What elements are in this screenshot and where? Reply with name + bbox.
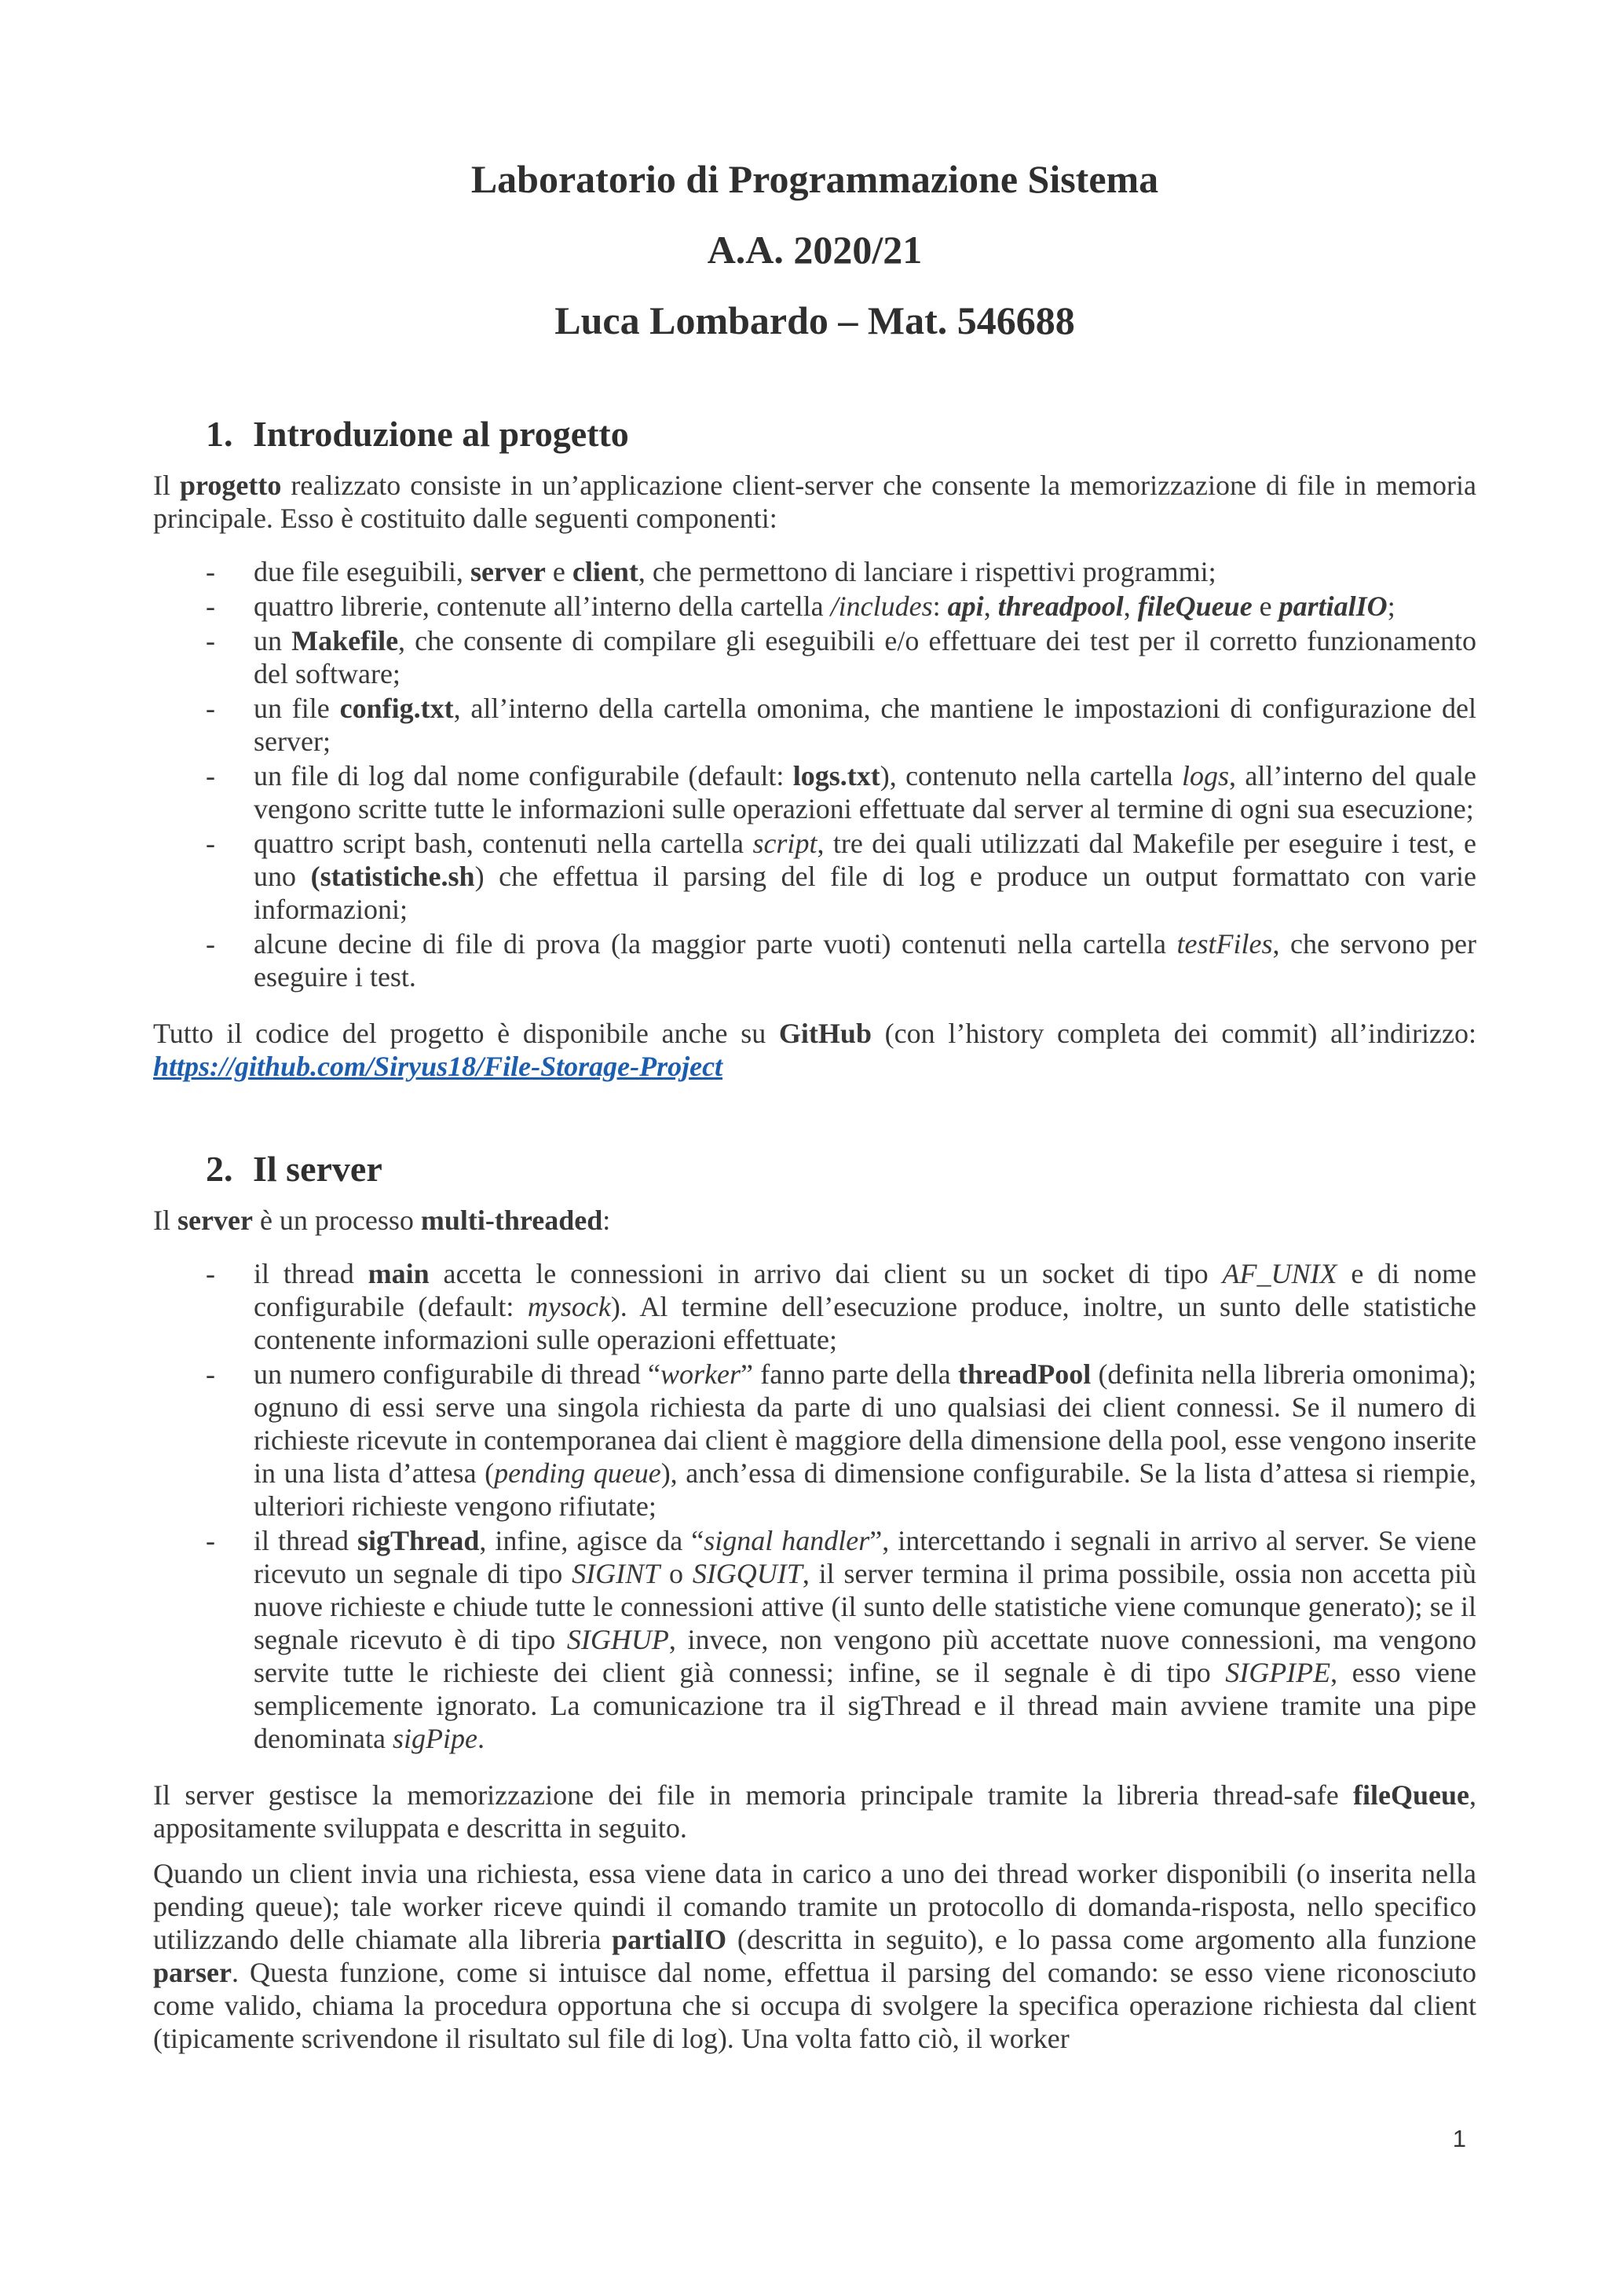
text-run: accetta le connessioni in arrivo dai client su un socket di tipo xyxy=(429,1258,1223,1289)
text-run: fileQueue xyxy=(1137,590,1253,622)
dash-marker: - xyxy=(206,760,215,792)
text-run: Il server gestisce la memorizzazione dei file in memoria principale tramite la libreria thread-safe xyxy=(153,1779,1354,1811)
text-run: (con l’history completa dei commit) all’indirizzo: xyxy=(871,1018,1476,1049)
document-title: Laboratorio di Programmazione Sistema xyxy=(470,157,1159,201)
text-run: GitHub xyxy=(778,1018,872,1049)
text-run: , all’interno del quale vengono scritte tutte le informazioni sulle operazioni effettuate dal server al termine di ogni sua esecuzione; xyxy=(254,760,1476,824)
list-item xyxy=(153,927,1476,993)
text-run: Tutto il codice del progetto è disponibile anche su xyxy=(153,1018,779,1049)
text-run: , esso viene semplicemente ignorato. La comunicazione tra il sigThread e il thread main avviene tramite una pipe denominata xyxy=(254,1657,1476,1754)
text-run: : xyxy=(932,590,948,622)
dash-marker: - xyxy=(206,828,215,859)
text-run: alcune decine di file di prova (la maggior parte vuoti) contenuti nella cartella xyxy=(254,928,1177,960)
author-line: Luca Lombardo – Mat. 546688 xyxy=(554,298,1075,342)
text-run: il thread xyxy=(254,1525,357,1556)
dash-marker: - xyxy=(206,693,215,724)
text-run: ), anch’essa di dimensione configurabile. Se la lista d’attesa si riempie, ulteriori richieste vengono rifiutate; xyxy=(254,1457,1477,1522)
github-link[interactable]: https://github.com/Siryus18/File-Storage-Project xyxy=(153,1051,723,1082)
text-run: (descritta in seguito), e lo passa come argomento alla funzione xyxy=(726,1924,1476,1955)
list-item xyxy=(153,692,1476,758)
text-run: partialIO xyxy=(612,1924,727,1955)
text-run: e xyxy=(545,556,572,587)
text-run: , all’interno della cartella omonima, che mantiene le impostazioni di configurazione del server; xyxy=(254,693,1476,757)
text-run: logs.txt xyxy=(792,760,880,792)
text-run: ). Al termine dell’esecuzione produce, inoltre, un sunto delle statistiche contenente informazioni sulle operazioni effettuate; xyxy=(254,1291,1476,1355)
section-heading xyxy=(153,412,1476,456)
text-run: main xyxy=(368,1258,430,1289)
text-run: threadPool xyxy=(957,1358,1092,1390)
text-run: quattro librerie, contenute all’interno della cartella xyxy=(254,590,831,622)
text-run: , xyxy=(983,590,998,622)
dash-marker: - xyxy=(206,1525,215,1556)
text-run: o xyxy=(660,1558,693,1589)
text-run: Il xyxy=(153,470,181,501)
dash-marker: - xyxy=(206,556,215,587)
paragraph xyxy=(153,469,1476,535)
dash-marker: - xyxy=(206,625,215,656)
text-run: server xyxy=(177,1205,253,1236)
list-item xyxy=(153,1524,1476,1755)
text-run: AF_UNIX xyxy=(1222,1258,1337,1289)
list-item xyxy=(153,624,1476,690)
text-run: , che consente di compilare gli eseguibili e/o effettuare dei test per il corretto funzionamento del software; xyxy=(254,625,1477,689)
text-run: , invece, non vengono più accettate nuove connessioni, ma vengono servite tutte le richieste dei client già connessi; infine, se il segnale è di tipo xyxy=(254,1624,1476,1688)
bullet-list xyxy=(153,1257,1476,1755)
text-run: parser xyxy=(153,1957,232,1988)
section-number: 1. xyxy=(206,414,233,454)
section-title: Introduzione al progetto xyxy=(253,414,629,454)
list-item xyxy=(153,1257,1476,1356)
dash-marker: - xyxy=(206,590,215,622)
text-run: multi-threaded xyxy=(420,1205,603,1236)
dash-marker: - xyxy=(206,1258,215,1289)
section-number: 2. xyxy=(206,1149,233,1189)
document-body xyxy=(153,412,1476,2055)
text-run: SIGQUIT xyxy=(692,1558,803,1589)
text-run: , tre dei quali utilizzati dal Makefile per eseguire i test, e uno xyxy=(254,828,1476,892)
text-run: , il server termina il prima possibile, ossia non accetta più nuove richieste e chiude tutte le connessioni attive (il sunto delle statistiche viene comunque generato); se il segnale ricevuto è di tipo xyxy=(254,1558,1476,1655)
dash-marker: - xyxy=(206,928,215,960)
text-run: client xyxy=(572,556,638,587)
text-run: , che servono per eseguire i test. xyxy=(254,928,1476,993)
text-run: e di nome configurabile (default: xyxy=(254,1258,1476,1322)
text-run: quattro script bash, contenuti nella cartella xyxy=(254,828,753,859)
text-run: ), contenuto nella cartella xyxy=(880,760,1182,792)
text-run: mysock xyxy=(527,1291,611,1322)
text-run: fileQueue xyxy=(1353,1779,1469,1811)
text-run: ; xyxy=(1387,590,1395,622)
list-item xyxy=(153,590,1476,623)
text-run: due file eseguibili, xyxy=(254,556,470,587)
text-run: , che permettono di lanciare i rispettivi programmi; xyxy=(638,556,1216,587)
bullet-list xyxy=(153,555,1476,993)
text-run: è un processo xyxy=(252,1205,421,1236)
text-run: (definita nella libreria omonima); ognuno di essi serve una singola richiesta da parte di uno qualsiasi dei client connessi. Se il numero di richieste ricevute in contemporanea dai client è maggiore della dimensione della pool, esse vengono inserite in una lista d’attesa ( xyxy=(254,1358,1476,1489)
text-run: Makefile xyxy=(291,625,399,656)
section-title: Il server xyxy=(253,1149,382,1189)
paragraph xyxy=(153,1857,1476,2055)
text-run: partialIO xyxy=(1278,590,1388,622)
text-run: sigPipe xyxy=(392,1723,477,1754)
text-run: (statistiche.sh xyxy=(310,861,475,892)
text-run: un numero configurabile di thread “ xyxy=(254,1358,661,1390)
text-run: ” fanno parte della xyxy=(741,1358,958,1390)
text-run: Quando un client invia una richiesta, essa viene data in carico a uno dei thread worker disponibili (o inserita nella pending queue); tale worker riceve quindi il comando tramite un protocollo di domanda-risposta, nello specifico utilizzando delle chiamate alla libreria xyxy=(153,1858,1476,1955)
text-run: , appositamente sviluppata e descritta in seguito. xyxy=(153,1779,1476,1844)
text-run: . xyxy=(477,1723,485,1754)
text-run: api xyxy=(947,590,984,622)
list-item xyxy=(153,555,1476,588)
paragraph xyxy=(153,1779,1476,1844)
title-block xyxy=(153,0,1476,356)
text-run: un file di log dal nome configurabile (default: xyxy=(254,760,793,792)
text-run: progetto xyxy=(180,470,282,501)
text-run: , infine, agisce da “ xyxy=(479,1525,704,1556)
text-run: sigThread xyxy=(357,1525,480,1556)
list-item xyxy=(153,1358,1476,1523)
text-run: realizzato consiste in un’applicazione client-server che consente la memorizzazione di file in memoria principale. Esso è costituito dalle seguenti componenti: xyxy=(153,470,1477,534)
academic-year: A.A. 2020/21 xyxy=(707,228,923,272)
text-run: Il xyxy=(153,1205,177,1236)
paragraph xyxy=(153,1204,1476,1237)
paragraph xyxy=(153,1017,1476,1083)
text-run: worker xyxy=(660,1358,741,1390)
text-run: ) che effettua il parsing del file di log e produce un output formattato con varie informazioni; xyxy=(254,861,1477,925)
text-run: /includes xyxy=(830,590,933,622)
text-run: signal handler xyxy=(704,1525,870,1556)
text-run: il thread xyxy=(254,1258,368,1289)
text-run: config.txt xyxy=(339,693,454,724)
text-run: testFiles xyxy=(1176,928,1273,960)
text-run: server xyxy=(470,556,546,587)
text-run: threadpool xyxy=(997,590,1124,622)
dash-marker: - xyxy=(206,1358,215,1390)
text-run: : xyxy=(602,1205,611,1236)
text-run: logs xyxy=(1182,760,1230,792)
page-number: 1 xyxy=(1452,2125,1466,2152)
text-run: un file xyxy=(254,693,340,724)
text-run: pending queue xyxy=(494,1457,661,1489)
text-run: SIGINT xyxy=(572,1558,660,1589)
text-run: e xyxy=(1252,590,1279,622)
text-run: ”, intercettando i segnali in arrivo al server. Se viene ricevuto un segnale di tipo xyxy=(254,1525,1477,1589)
text-run: , xyxy=(1123,590,1138,622)
text-run: un xyxy=(254,625,292,656)
text-run: script xyxy=(752,828,817,859)
text-run: SIGPIPE xyxy=(1225,1657,1331,1688)
list-item xyxy=(153,827,1476,926)
section-heading xyxy=(153,1147,1476,1191)
list-item xyxy=(153,759,1476,825)
text-run: SIGHUP xyxy=(566,1624,669,1655)
text-run: . Questa funzione, come si intuisce dal nome, effettua il parsing del comando: se esso viene riconosciuto come valido, chiama la procedura opportuna che si occupa di svolgere la specifica operazione richiesta dal client (tipicamente scrivendone il risultato sul file di log). Una volta fatto ciò, il worker xyxy=(153,1957,1476,2054)
